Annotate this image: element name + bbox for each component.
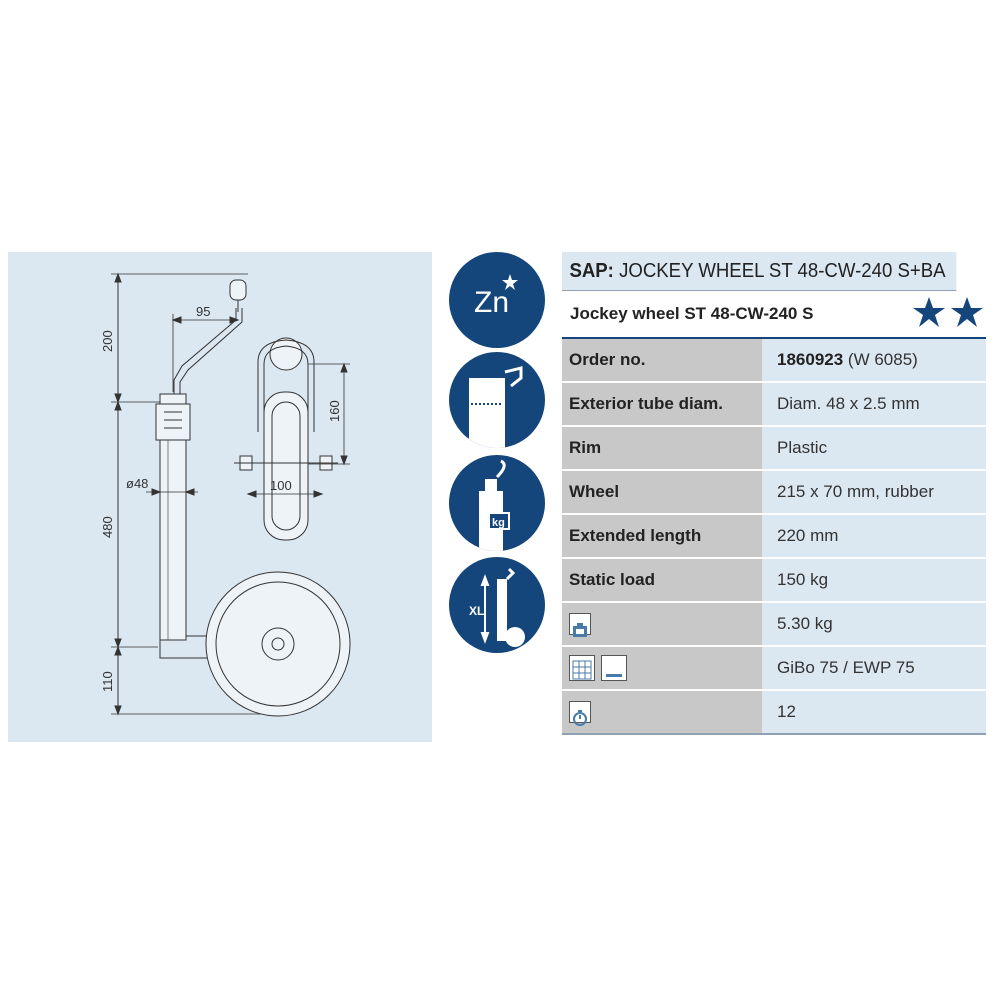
spec-row-tube-diam	[562, 383, 986, 427]
xl-label: XL	[469, 604, 485, 618]
load-kg-icon	[449, 455, 545, 551]
dim-110: 110	[100, 671, 115, 692]
spec-row-weight	[562, 603, 986, 647]
weight-scale-icon	[569, 613, 591, 635]
spec-subtitle	[562, 291, 986, 339]
spec-value: Plastic	[762, 427, 986, 469]
spec-label: Exterior tube diam.	[562, 383, 762, 425]
spec-value: 215 x 70 mm, rubber	[762, 471, 986, 513]
spec-label: Wheel	[562, 471, 762, 513]
spec-value: Diam. 48 x 2.5 mm	[762, 383, 986, 425]
spec-title	[562, 252, 956, 291]
dim-48: ø48	[126, 476, 149, 491]
euro-pallet-icon	[601, 655, 627, 681]
spec-row-extended-length	[562, 515, 986, 559]
spec-row-wheel	[562, 471, 986, 515]
jockey-wheel-drawing	[8, 252, 432, 742]
kg-label: kg	[492, 517, 505, 529]
dim-100: 100	[270, 478, 292, 493]
spec-row-rim	[562, 427, 986, 471]
spec-row-packaging	[562, 647, 986, 691]
zinc-plated-icon	[449, 252, 545, 348]
spec-title-text: JOCKEY WHEEL ST 48-CW-240 S+BA	[619, 260, 946, 282]
spec-value: 150 kg	[762, 559, 986, 601]
spec-label: Extended length	[562, 515, 762, 557]
spec-value: 12	[762, 691, 986, 733]
spec-subtitle-text: Jockey wheel ST 48-CW-240 S	[570, 304, 814, 323]
order-number-alt: (W 6085)	[847, 350, 918, 369]
dim-200: 200	[100, 330, 115, 352]
spec-label	[562, 647, 762, 689]
spec-label	[562, 691, 762, 733]
zinc-label: Zn	[474, 286, 510, 319]
spec-value: 5.30 kg	[762, 603, 986, 645]
spec-table	[562, 252, 986, 735]
tube-clamp-icon	[449, 352, 545, 448]
pallet-box-icon	[569, 655, 595, 681]
dim-160: 160	[327, 400, 342, 422]
technical-drawing	[8, 252, 432, 742]
dim-480: 480	[100, 516, 115, 538]
spec-value: GiBo 75 / EWP 75	[762, 647, 986, 689]
spec-label: Static load	[562, 559, 762, 601]
clock-icon	[569, 701, 591, 723]
spec-value: 220 mm	[762, 515, 986, 557]
spec-title-prefix: SAP:	[569, 260, 614, 282]
dim-95: 95	[196, 304, 211, 319]
spec-row-packing-quantity	[562, 691, 986, 735]
spec-label	[562, 603, 762, 645]
spec-label: Order no.	[562, 339, 762, 381]
spec-row-static-load	[562, 559, 986, 603]
extended-length-icon	[449, 557, 545, 653]
rating-stars	[912, 295, 986, 347]
order-number: 1860923	[777, 350, 844, 369]
star-icon	[912, 295, 986, 329]
spec-label: Rim	[562, 427, 762, 469]
